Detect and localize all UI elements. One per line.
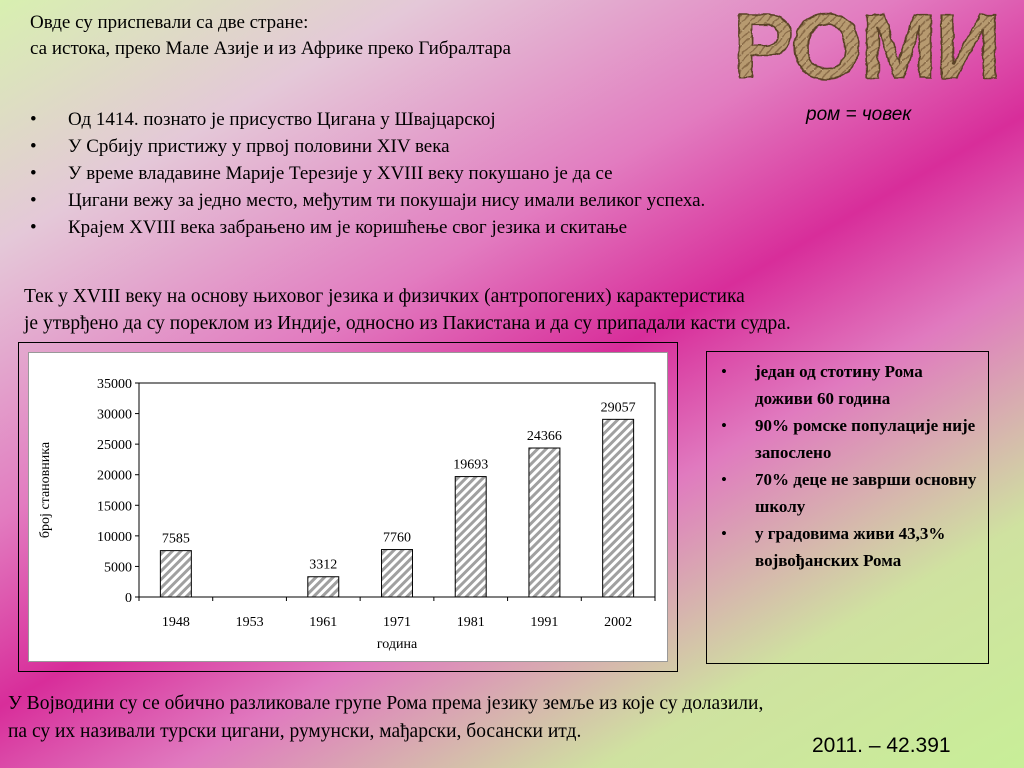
bar-data-label: 7760: [383, 530, 411, 546]
fact-item: • 70% деце не заврши основну школу: [715, 466, 980, 520]
intro-text: [30, 10, 710, 62]
bar-data-label: 7585: [161, 531, 190, 547]
facts-box: [706, 351, 989, 664]
bar-data-label: 19693: [453, 457, 489, 473]
year-count-note: 2011. – 42.391: [812, 734, 951, 757]
y-tick-label: 0: [125, 591, 132, 606]
chart-panel: [28, 352, 668, 662]
title-text: РОМИ: [732, 6, 1000, 86]
history-bullets: [30, 106, 970, 241]
bar: [529, 448, 560, 597]
bar-data-label: 29057: [600, 400, 636, 416]
x-tick-label: 1971: [383, 615, 411, 630]
bar-data-label: 3312: [309, 557, 338, 573]
x-tick-label: 1948: [161, 615, 190, 630]
bullet-item: • У Србију пристижу у првој половини XIV века: [30, 133, 970, 160]
y-tick-label: 10000: [97, 529, 132, 545]
title-logo: [718, 6, 1014, 86]
origin-text: [24, 283, 1024, 337]
x-tick-label: 1961: [309, 615, 338, 630]
footer-line-1: У Војводини су се обично разликовале групе Рома према језику земље из које су долазили,: [8, 693, 764, 714]
x-tick-label: 1953: [235, 615, 264, 630]
bar-data-label: 24366: [526, 429, 562, 445]
bar: [160, 551, 191, 597]
y-tick-label: 25000: [97, 438, 132, 454]
bar: [603, 419, 634, 597]
bullet-item: • Од 1414. познато је присуство Цигана у Швајцарској: [30, 106, 970, 133]
y-tick-label: 5000: [104, 560, 132, 576]
intro-line-1: Овде су приспевали са две стране:: [30, 12, 309, 33]
fact-item: • један од стотину Рома доживи 60 година: [715, 358, 980, 412]
origin-line-1: Тек у XVIII веку на основу њиховог језика и физичких (антропогених) карактеристика: [24, 286, 745, 307]
bullet-item: • Крајем XVIII века забрањено им је коришћење свог језика и скитање: [30, 214, 970, 241]
y-tick-label: 15000: [97, 499, 132, 515]
bar: [382, 550, 413, 597]
y-axis-label: број становника: [38, 441, 53, 539]
intro-line-2: са истока, преко Мале Азије и из Африке преко Гибралтара: [30, 38, 511, 59]
x-tick-label: 1981: [456, 615, 485, 630]
bar: [308, 577, 339, 597]
y-tick-label: 30000: [97, 407, 132, 423]
y-tick-label: 20000: [97, 468, 132, 484]
y-tick-label: 35000: [97, 377, 132, 392]
x-axis-label: година: [376, 637, 418, 652]
fact-item: • 90% ромске популације није запослено: [715, 412, 980, 466]
chart-frame: [18, 342, 678, 672]
population-bar-chart: [29, 353, 667, 661]
origin-line-2: је утврђено да су пореклом из Индије, односно из Пакистана и да су припадали касти судра.: [24, 313, 791, 334]
rom-meaning-note: ром = човек: [806, 104, 912, 125]
x-tick-label: 2002: [604, 615, 633, 630]
facts-list: [707, 352, 988, 574]
bar: [455, 477, 486, 597]
bullet-continuation: • Цигани вежу за једно место, међутим ти покушаји нису имали великог успеха.: [30, 187, 970, 214]
bullet-item: • У време владавине Марије Терезије у XVIII веку покушано је да се: [30, 160, 970, 187]
footer-line-2: па су их називали турски цигани, румунски, мађарски, босански итд.: [8, 721, 582, 742]
x-tick-label: 1991: [530, 615, 559, 630]
fact-item: • у градовима живи 43,3% војвођанских Рома: [715, 520, 980, 574]
